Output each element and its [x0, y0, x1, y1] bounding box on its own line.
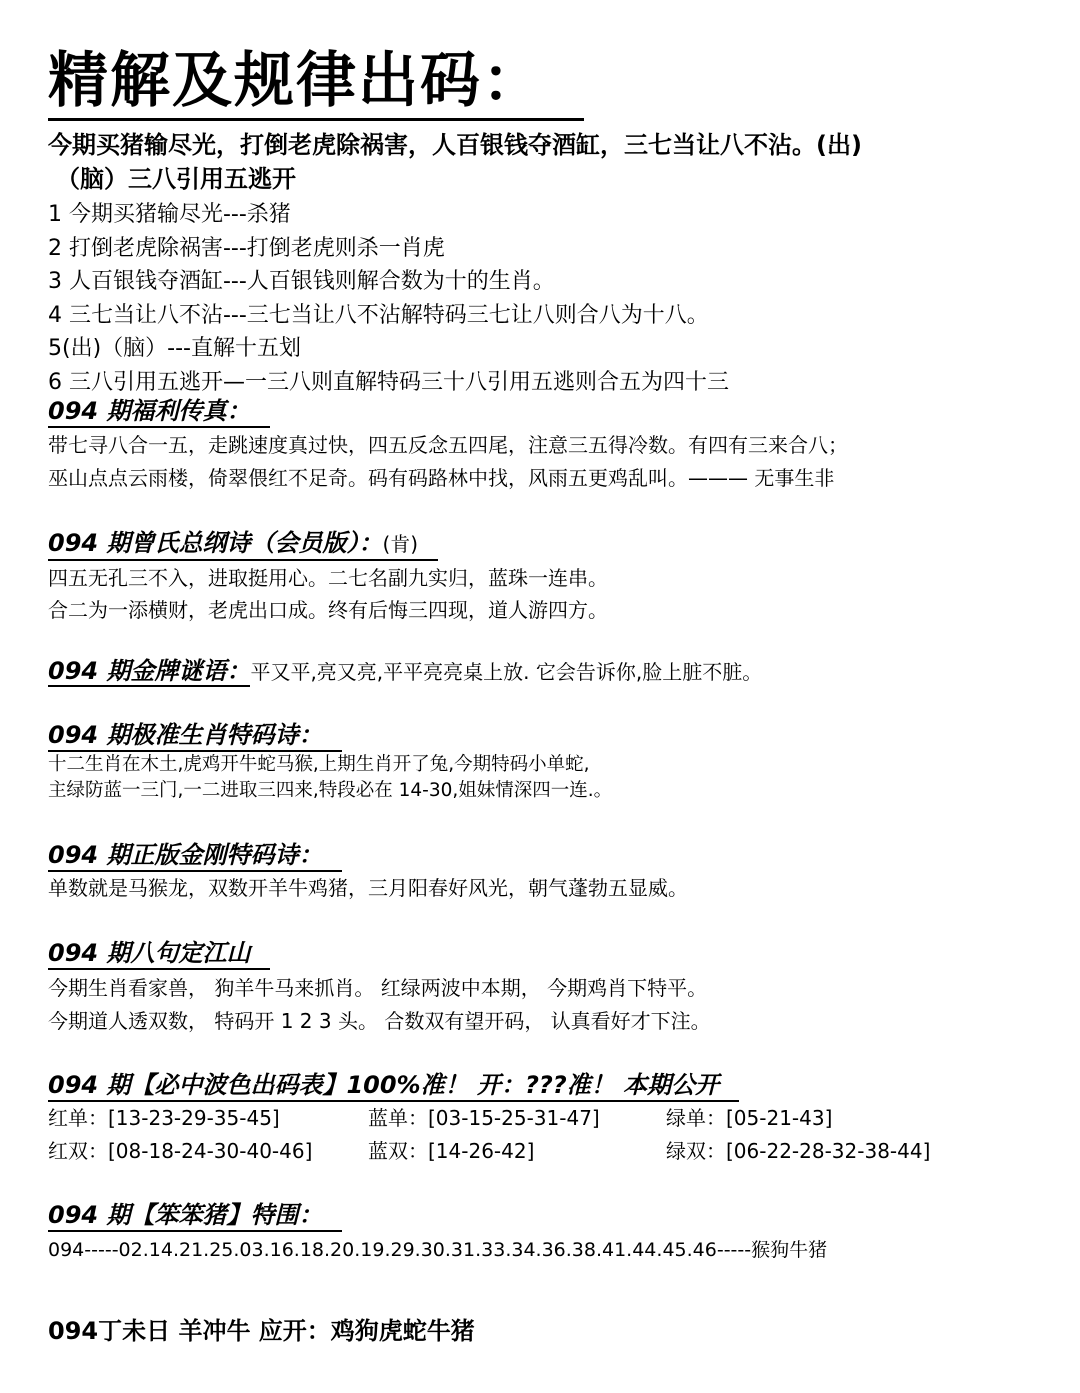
zodiac-line-1: 十二生肖在木土,虎鸡开牛蛇马猴,上期生肖开了兔,今期特码小单蛇, [48, 754, 590, 775]
red-double: 红双：[08-18-24-30-40-46] [48, 1139, 313, 1163]
riddle-text: 平又平,亮又亮,平平亮亮桌上放. 它会告诉你,脸上脏不脏。 [250, 660, 763, 684]
zeng-heading-text: 094 期曾氏总纲诗（会员版）： [48, 529, 383, 557]
explanation-item: 4 三七当让八不沾---三七当让八不沾解特码三七让八则合八为十八。 [48, 302, 709, 328]
intro-line-1: 今期买猪输尽光，打倒老虎除祸害，人百银钱夺酒缸，三七当让八不沾。(出) [48, 131, 862, 159]
welfare-line-2: 巫山点点云雨楼，倚翠偎红不足奇。码有码路林中找，风雨五更鸡乱叫。——— 无事生非 [48, 466, 835, 490]
eight-line-2: 今期道人透双数， 特码开 1 2 3 头。 合数双有望开码， 认真看好才下注。 [48, 1009, 711, 1033]
welfare-heading: 094 期福利传真： [48, 396, 270, 428]
zeng-heading [48, 528, 438, 561]
blue-double: 蓝双：[14-26-42] [368, 1139, 535, 1163]
green-double: 绿双：[06-22-28-32-38-44] [666, 1139, 931, 1163]
welfare-line-1: 带七寻八合一五，走跳速度真过快，四五反念五四尾，注意三五得冷数。有四有三来合八； [48, 433, 848, 457]
riddle-heading: 094 期金牌谜语： [48, 657, 251, 685]
explanation-item: 2 打倒老虎除祸害---打倒老虎则杀一肖虎 [48, 235, 445, 261]
zeng-note: (肯) [382, 532, 419, 556]
kingkong-heading: 094 期正版金刚特码诗： [48, 840, 342, 872]
explanation-item: 3 人百银钱夺酒缸---人百银钱则解合数为十的生肖。 [48, 269, 555, 294]
pig-numbers: 094-----02.14.21.25.03.16.18.20.19.29.30.31.33.34.36.38.41.44.45.46-----猴狗牛猪 [48, 1239, 828, 1261]
pig-heading: 094 期【笨笨猪】特围： [48, 1200, 342, 1232]
page-title: 精解及规律出码： [48, 44, 584, 121]
intro-poem [48, 128, 1058, 196]
riddle-row [48, 656, 762, 687]
red-single: 红单：[13-23-29-35-45] [48, 1106, 280, 1130]
explanation-list [48, 198, 729, 399]
zeng-line-2: 合二为一添横财，老虎出口成。终有后悔三四现，道人游四方。 [48, 598, 608, 622]
zeng-line-1: 四五无孔三不入，进取挺用心。二七名副九实归，蓝珠一连串。 [48, 566, 608, 590]
intro-line-2: （脑）三八引用五逃开 [56, 165, 296, 193]
kingkong-line: 单数就是马猴龙，双数开羊牛鸡猪，三月阳春好风光，朝气蓬勃五显威。 [48, 876, 688, 900]
footer-line: 094丁未日 羊冲牛 应开：鸡狗虎蛇牛猪 [48, 1317, 475, 1345]
eight-line-1: 今期生肖看家兽， 狗羊牛马来抓肖。 红绿两波中本期， 今期鸡肖下特平。 [48, 976, 708, 1000]
zodiac-heading: 094 期极准生肖特码诗： [48, 720, 342, 752]
explanation-item: 5(出)（脑）---直解十五划 [48, 336, 301, 361]
eight-heading: 094 期八句定江山 [48, 938, 270, 970]
explanation-item: 6 三八引用五逃开—一三八则直解特码三十八引用五逃则合五为四十三 [48, 369, 729, 395]
explanation-item: 1 今期买猪输尽光---杀猪 [48, 202, 291, 227]
wave-heading: 094 期【必中波色出码表】100%准！ 开：???准！ 本期公开 [48, 1070, 739, 1102]
green-single: 绿单：[05-21-43] [666, 1106, 833, 1130]
blue-single: 蓝单：[03-15-25-31-47] [368, 1106, 600, 1130]
zodiac-line-2: 主绿防蓝一三门,一二进取三四来,特段必在 14-30,姐妹情深四一连.。 [48, 780, 613, 801]
